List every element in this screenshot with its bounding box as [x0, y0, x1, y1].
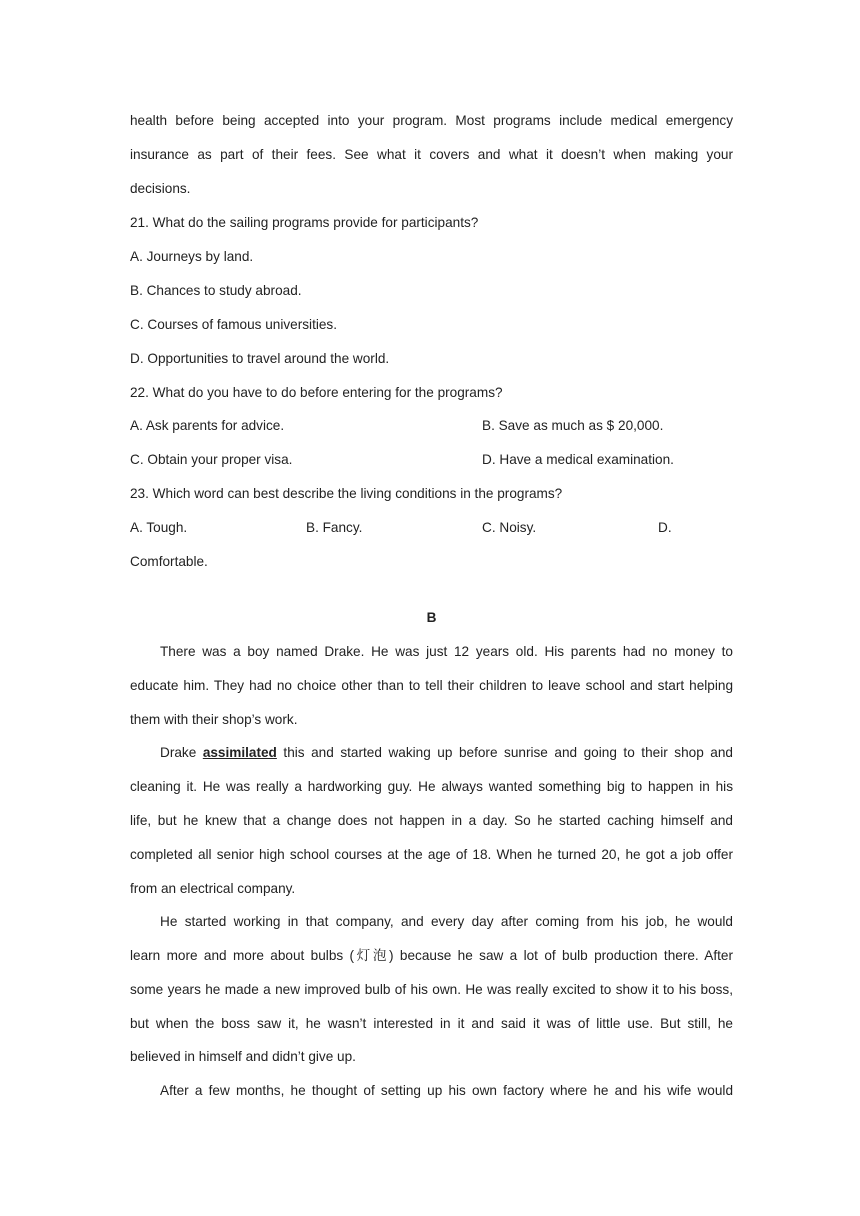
passage-line: but when the boss saw it, he wasn’t interested in it and said it was of little use. But still, he	[130, 1016, 733, 1031]
passage-line: believed in himself and didn’t give up.	[130, 1049, 356, 1064]
passage-line	[130, 743, 733, 763]
text-fragment: learn more and more about bulbs (	[130, 948, 355, 963]
passage-line: educate him. They had no choice other than to tell their children to leave school and start helping	[130, 678, 733, 693]
passage-line: There was a boy named Drake. He was just 12 years old. His parents had no money to	[160, 644, 733, 659]
text-fragment: this and started waking up before sunrise and going to their shop and	[283, 745, 733, 760]
question-23-option-d: D.	[658, 520, 672, 535]
question-22-option-d: D. Have a medical examination.	[482, 452, 674, 467]
question-23-option-b: B. Fancy.	[306, 520, 363, 535]
passage-line: them with their shop’s work.	[130, 712, 298, 727]
passage-line: cleaning it. He was really a hardworking guy. He always wanted something big to happen in his	[130, 779, 733, 794]
underlined-keyword: assimilated	[202, 745, 277, 760]
passage-line: some years he made a new improved bulb of his own. He was really excited to show it to his boss,	[130, 982, 733, 997]
passage-line: completed all senior high school courses at the age of 18. When he turned 20, he got a job offer	[130, 847, 733, 862]
question-22-stem: 22. What do you have to do before entering for the programs?	[130, 385, 503, 400]
question-23-option-d-wrap: Comfortable.	[130, 554, 208, 569]
question-21-stem: 21. What do the sailing programs provide for participants?	[130, 215, 479, 230]
question-23-option-c: C. Noisy.	[482, 520, 537, 535]
question-21-option-a: A. Journeys by land.	[130, 249, 254, 264]
passage-line: life, but he knew that a change does not happen in a day. So he started caching himself and	[130, 813, 733, 828]
text-fragment: ) because he saw a lot of bulb production there. After	[389, 948, 734, 963]
chinese-gloss: 灯泡	[354, 948, 390, 964]
passage-line: insurance as part of their fees. See what it covers and what it doesn’t when making your	[130, 147, 733, 162]
text-fragment: Drake	[160, 745, 197, 760]
passage-line	[130, 946, 733, 966]
passage-line: He started working in that company, and every day after coming from his job, he would	[160, 914, 733, 929]
question-23-stem: 23. Which word can best describe the living conditions in the programs?	[130, 486, 563, 501]
question-23-option-a: A. Tough.	[130, 520, 188, 535]
question-21-option-c: C. Courses of famous universities.	[130, 317, 338, 332]
question-22-option-c: C. Obtain your proper visa.	[130, 452, 293, 467]
question-22-option-b: B. Save as much as $ 20,000.	[482, 418, 664, 433]
passage-line: health before being accepted into your program. Most programs include medical emergency	[130, 113, 733, 128]
passage-line: from an electrical company.	[130, 881, 296, 896]
question-21-option-d: D. Opportunities to travel around the world.	[130, 351, 390, 366]
question-21-option-b: B. Chances to study abroad.	[130, 283, 302, 298]
question-22-option-a: A. Ask parents for advice.	[130, 418, 285, 433]
passage-line: decisions.	[130, 181, 191, 196]
passage-line: After a few months, he thought of setting up his own factory where he and his wife would	[160, 1083, 733, 1098]
section-heading: B	[426, 610, 437, 625]
